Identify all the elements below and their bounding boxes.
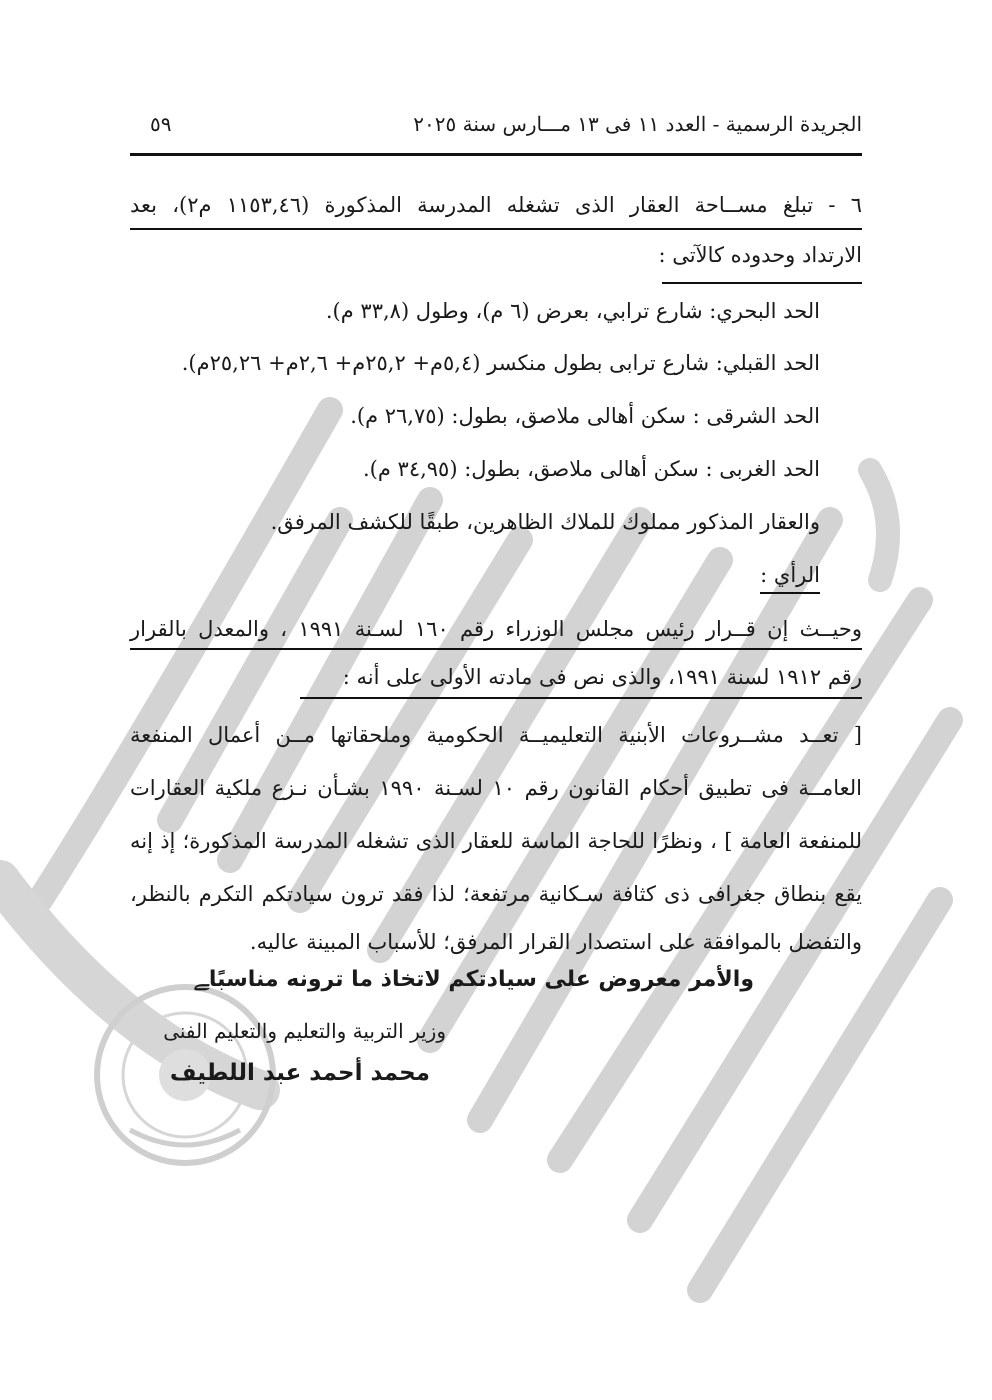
- gazette-title: الجريدة الرسمية - العدد ١١ فى ١٣ مـــارس سنة ٢٠٢٥: [413, 112, 862, 136]
- page-number: ٥٩: [150, 112, 172, 136]
- item6-line1: ٦ - تبلغ مســاحة العقار الذى تشغله المدرسة المذكورة (١١٥٣,٤٦ م٢)، بعد: [130, 193, 862, 217]
- closing-swash: ﮯ: [193, 967, 209, 992]
- minister-title: وزير التربية والتعليم والتعليم الفنى: [163, 1019, 446, 1043]
- item6-underline2: [662, 282, 862, 284]
- page-header: [130, 112, 862, 148]
- boundary-south: الحد القبلي: شارع ترابى بطول منكسر (٥,٤م+ ٢٥,٢م+ ٢,٦م+ ٢٥,٢٦م).: [181, 351, 820, 375]
- closing-statement: [193, 965, 754, 995]
- boundary-north: الحد البحري: شارع ترابي، بعرض (٦ م)، وطول (٣٣,٨ م).: [325, 299, 820, 323]
- closing-text: والأمر معروض على سيادتكم لاتخاذ ما ترونه مناسبًا: [208, 967, 754, 992]
- opinion-heading: الرأي :: [760, 563, 820, 587]
- minister-name: محمد أحمد عبد اللطيف: [169, 1060, 430, 1086]
- whereas-line1: وحيــث إن قــرار رئيس مجلس الوزراء رقم ١٦٠ لسـنة ١٩٩١ ، والمعدل بالقرار: [130, 617, 862, 641]
- boundary-west: الحد الغربى : سكن أهالى ملاصق، بطول: (٣٤,٩٥ م).: [363, 457, 820, 481]
- item6-line2: الارتداد وحدوده كالآتى :: [658, 243, 862, 267]
- whereas-line2: رقم ١٩١٢ لسنة ١٩٩١، والذى نص فى مادته الأولى على أنه :: [342, 665, 862, 689]
- quote-line-2: العامــة فى تطبيق أحكام القانون رقم ١٠ لسـنة ١٩٩٠ بشـأن نـزع ملكية العقارات: [130, 776, 863, 800]
- whereas-underline2: [300, 697, 862, 699]
- header-divider: [130, 153, 862, 156]
- quote-line-1: [ تعــد مشــروعات الأبنية التعليميــة الحكومية وملحقاتها مــن أعمال المنفعة: [130, 723, 862, 747]
- ownership-statement: والعقار المذكور مملوك للملاك الظاهرين، طبقًا للكشف المرفق.: [270, 510, 820, 534]
- whereas-underline1: [130, 648, 862, 650]
- opinion-underline: [760, 592, 820, 594]
- quote-line-3: للمنفعة العامة ] ، ونظرًا للحاجة الماسة للعقار الذى تشغله المدرسة المذكورة؛ إذ إنه: [130, 829, 862, 853]
- quote-line-4: يقع بنطاق جغرافى ذى كثافة سـكانية مرتفعة؛ لذا فقد ترون سيادتكم التكرم بالنظر،: [130, 882, 862, 906]
- item6-underline1: [130, 228, 862, 230]
- boundary-east: الحد الشرقى : سكن أهالى ملاصق، بطول: (٢٦,٧٥ م).: [350, 404, 820, 428]
- quote-line-5: والتفضل بالموافقة على استصدار القرار المرفق؛ للأسباب المبينة عاليه.: [249, 930, 862, 954]
